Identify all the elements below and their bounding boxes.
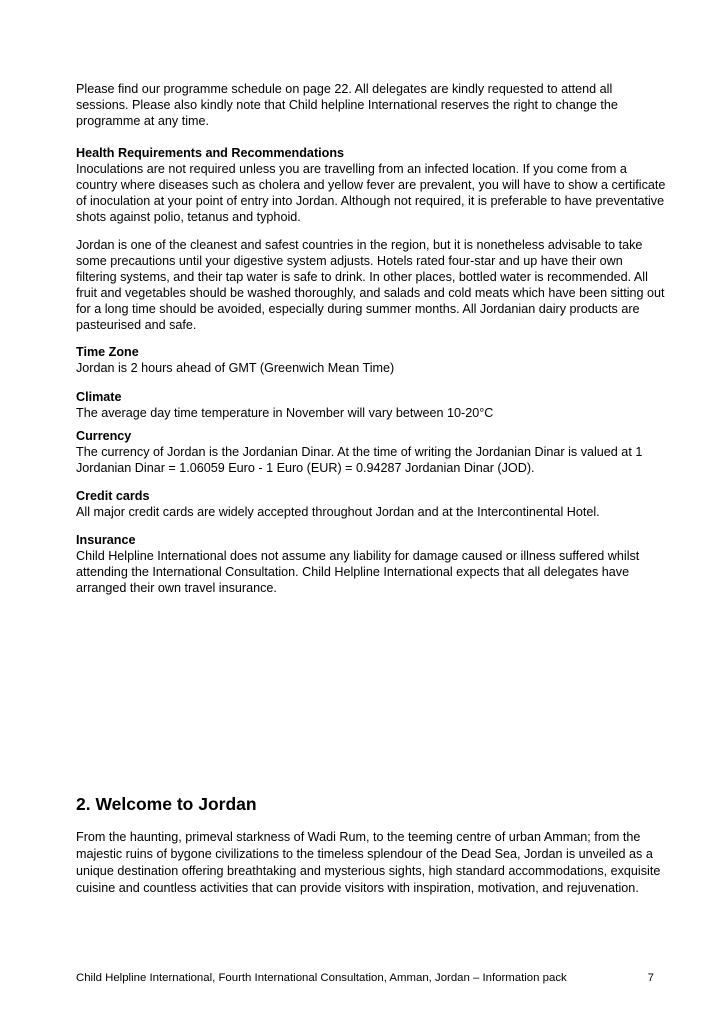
time-zone-text: Jordan is 2 hours ahead of GMT (Greenwich Mean Time)	[76, 361, 395, 375]
intro-paragraph	[76, 81, 666, 129]
page-footer	[76, 971, 654, 985]
welcome-text: From the haunting, primeval starkness of Wadi Rum, to the teeming centre of urban Amman; from the majestic ruins of bygone civilizations to the timeless splendour of the Dead Sea, Jordan is unveiled as a unique destination offering breathtaking and mysterious sights, high standard accommodations, exquisite cuisine and countless activities that can provide visitors with inspiration, motivation, and rejuvenation.	[76, 830, 661, 895]
climate-heading: Climate	[76, 390, 122, 404]
time-zone-heading: Time Zone	[76, 345, 139, 359]
currency-heading: Currency	[76, 429, 132, 443]
safety-text: Jordan is one of the cleanest and safest countries in the region, but it is nonetheless advisable to take some precautions until your digestive system adjusts. Hotels rated four-star and up have their own filtering systems, and their tap water is safe to drink. In other places, bottled water is recommended. All fruit and vegetables should be washed thoroughly, and salads and cold meats which have been sitting out for a long time should be avoided, especially during summer months. All Jordanian dairy products are pasteurised and safe.	[76, 238, 665, 332]
intro-text: Please find our programme schedule on page 22. All delegates are kindly requested to attend all sessions. Please also kindly note that Child helpline International reserves the right to change the programme at any time.	[76, 82, 618, 128]
climate-section	[76, 389, 666, 421]
footer-text: Child Helpline International, Fourth International Consultation, Amman, Jordan – Information pack	[76, 972, 567, 984]
welcome-paragraph	[76, 829, 666, 897]
currency-text: The currency of Jordan is the Jordanian Dinar. At the time of writing the Jordanian Dinar is valued at 1 Jordanian Dinar = 1.06059 Euro - 1 Euro (EUR) = 0.94287 Jordanian Dinar (JOD).	[76, 445, 643, 475]
insurance-section	[76, 532, 666, 596]
insurance-heading: Insurance	[76, 533, 136, 547]
time-zone-section	[76, 344, 666, 376]
safety-paragraph	[76, 237, 666, 333]
credit-cards-heading: Credit cards	[76, 489, 150, 503]
health-heading: Health Requirements and Recommendations	[76, 146, 345, 160]
welcome-title: 2. Welcome to Jordan	[76, 794, 257, 814]
insurance-text: Child Helpline International does not assume any liability for damage caused or illness suffered whilst attending the International Consultation. Child Helpline International expects that all delegates have arranged their own travel insurance.	[76, 549, 640, 595]
credit-cards-section	[76, 488, 666, 520]
health-text: Inoculations are not required unless you are travelling from an infected location. If you come from a country where diseases such as cholera and yellow fever are prevalent, you will have to show a certificate of inoculation at your point of entry into Jordan. Although not required, it is preferable to have preventative shots against polio, tetanus and typhoid.	[76, 162, 666, 224]
credit-cards-text: All major credit cards are widely accepted throughout Jordan and at the Intercontinental Hotel.	[76, 505, 600, 519]
currency-section	[76, 428, 666, 476]
health-section	[76, 145, 666, 225]
climate-text: The average day time temperature in November will vary between 10-20°C	[76, 406, 494, 420]
page-number: 7	[647, 972, 654, 984]
